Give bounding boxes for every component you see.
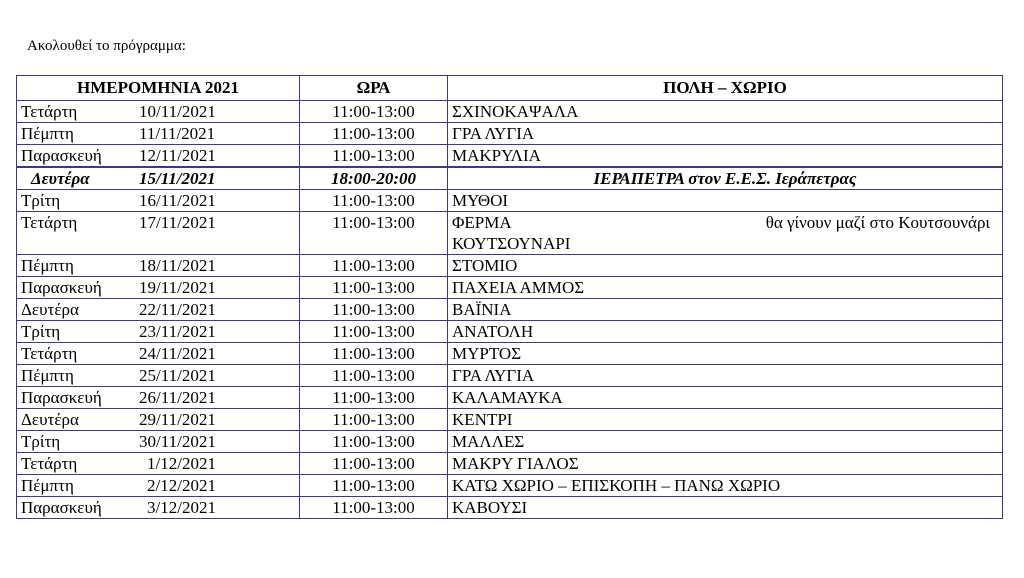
day-name: Πέμπτη [21, 256, 74, 275]
place-cell [448, 212, 1003, 255]
date-value: 18/11/2021 [139, 256, 216, 275]
table-row [17, 453, 1003, 475]
place-cell: ΒΑΪΝΙΑ [448, 299, 1003, 321]
time-cell: 11:00-13:00 [300, 190, 448, 212]
time-cell: 11:00-13:00 [300, 321, 448, 343]
table-row [17, 431, 1003, 453]
place-cell: ΚΑΤΩ ΧΩΡΙΟ – ΕΠΙΣΚΟΠΗ – ΠΑΝΩ ΧΩΡΙΟ [448, 475, 1003, 497]
date-cell [17, 255, 300, 277]
time-cell: 11:00-13:00 [300, 343, 448, 365]
date-value: 2/12/2021 [147, 476, 216, 495]
date-cell [17, 497, 300, 519]
day-name: Παρασκευή [21, 388, 102, 407]
day-name: Τρίτη [21, 322, 61, 341]
day-name: Τετάρτη [21, 344, 78, 363]
date-value: 25/11/2021 [139, 366, 216, 385]
table-row [17, 321, 1003, 343]
time-cell: 11:00-13:00 [300, 365, 448, 387]
place-cell: ΜΑΚΡΥ ΓΙΑΛΟΣ [448, 453, 1003, 475]
date-cell [17, 145, 300, 168]
day-name: Δευτέρα [21, 300, 79, 319]
table-row [17, 190, 1003, 212]
day-name: Τετάρτη [21, 213, 78, 232]
date-value: 1/12/2021 [147, 454, 216, 473]
time-cell: 11:00-13:00 [300, 475, 448, 497]
date-cell [17, 453, 300, 475]
header-date: ΗΜΕΡΟΜΗΝΙΑ 2021 [17, 76, 300, 101]
day-name: Παρασκευή [21, 146, 102, 165]
time-cell: 11:00-13:00 [300, 497, 448, 519]
date-cell [17, 343, 300, 365]
table-row [17, 387, 1003, 409]
place-cell: ΜΥΡΤΟΣ [448, 343, 1003, 365]
table-row [17, 365, 1003, 387]
date-cell [17, 431, 300, 453]
table-row [17, 277, 1003, 299]
day-name: Τετάρτη [21, 454, 78, 473]
date-cell [17, 409, 300, 431]
time-cell: 11:00-13:00 [300, 277, 448, 299]
place-cell: ΚΑΛΑΜΑΥΚΑ [448, 387, 1003, 409]
header-row [17, 76, 1003, 101]
date-cell [17, 387, 300, 409]
time-cell: 11:00-13:00 [300, 453, 448, 475]
time-cell: 11:00-13:00 [300, 255, 448, 277]
place-cell: ΚΑΒΟΥΣΙ [448, 497, 1003, 519]
table-row [17, 145, 1003, 168]
time-cell: 11:00-13:00 [300, 145, 448, 168]
place-cell: ΚΕΝΤΡΙ [448, 409, 1003, 431]
place-cell: ΑΝΑΤΟΛΗ [448, 321, 1003, 343]
date-value: 3/12/2021 [147, 498, 216, 517]
date-value: 12/11/2021 [139, 146, 216, 165]
time-cell: 11:00-13:00 [300, 212, 448, 255]
day-name: Πέμπτη [21, 366, 74, 385]
day-name: Παρασκευή [21, 498, 102, 517]
date-cell [17, 475, 300, 497]
table-row [17, 255, 1003, 277]
date-value: 17/11/2021 [139, 213, 216, 232]
place-cell: ΙΕΡΑΠΕΤΡΑ στον Ε.Ε.Σ. Ιεράπετρας [448, 167, 1003, 190]
time-cell: 18:00-20:00 [300, 167, 448, 190]
date-value: 19/11/2021 [139, 278, 216, 297]
date-value: 30/11/2021 [139, 432, 216, 451]
table-row [17, 299, 1003, 321]
time-cell: 11:00-13:00 [300, 123, 448, 145]
date-value: 29/11/2021 [139, 410, 216, 429]
place-cell: ΜΑΚΡΥΛΙΑ [448, 145, 1003, 168]
date-value: 16/11/2021 [139, 191, 216, 210]
day-name: Τετάρτη [21, 102, 78, 121]
date-cell [17, 190, 300, 212]
place-cell: ΠΑΧΕΙΑ ΑΜΜΟΣ [448, 277, 1003, 299]
table-row [17, 123, 1003, 145]
header-time: ΩΡΑ [300, 76, 448, 101]
time-cell: 11:00-13:00 [300, 387, 448, 409]
schedule-table [16, 75, 1003, 519]
date-cell [17, 365, 300, 387]
day-name: Δευτέρα [31, 169, 90, 188]
place-name: ΦΕΡΜΑ [452, 213, 512, 232]
place-cell: ΜΑΛΛΕΣ [448, 431, 1003, 453]
day-name: Πέμπτη [21, 124, 74, 143]
place-cell: ΜΥΘΟΙ [448, 190, 1003, 212]
place-cell: ΣΧΙΝΟΚΑΨΑΛΑ [448, 101, 1003, 123]
date-cell [17, 167, 300, 190]
time-cell: 11:00-13:00 [300, 431, 448, 453]
time-cell: 11:00-13:00 [300, 409, 448, 431]
date-cell [17, 123, 300, 145]
table-row-highlighted [17, 167, 1003, 190]
table-row [17, 101, 1003, 123]
place-cell: ΓΡΑ ΛΥΓΙΑ [448, 123, 1003, 145]
table-row [17, 343, 1003, 365]
date-value: 15/11/2021 [139, 169, 216, 188]
place-name-line2: ΚΟΥΤΣΟΥΝΑΡΙ [452, 234, 571, 253]
table-row [17, 475, 1003, 497]
date-value: 11/11/2021 [139, 124, 216, 143]
date-value: 24/11/2021 [139, 344, 216, 363]
day-name: Δευτέρα [21, 410, 79, 429]
place-cell: ΓΡΑ ΛΥΓΙΑ [448, 365, 1003, 387]
date-value: 22/11/2021 [139, 300, 216, 319]
place-cell: ΣΤΟΜΙΟ [448, 255, 1003, 277]
date-cell [17, 321, 300, 343]
time-cell: 11:00-13:00 [300, 299, 448, 321]
table-row [17, 409, 1003, 431]
day-name: Πέμπτη [21, 476, 74, 495]
table-row [17, 497, 1003, 519]
day-name: Παρασκευή [21, 278, 102, 297]
date-value: 26/11/2021 [139, 388, 216, 407]
day-name: Τρίτη [21, 432, 61, 451]
day-name: Τρίτη [21, 191, 61, 210]
date-cell [17, 277, 300, 299]
place-note: θα γίνουν μαζί στο Κουτσουνάρι [765, 213, 990, 232]
date-cell [17, 212, 300, 255]
date-value: 10/11/2021 [139, 102, 216, 121]
date-value: 23/11/2021 [139, 322, 216, 341]
date-cell [17, 299, 300, 321]
time-cell: 11:00-13:00 [300, 101, 448, 123]
table-row [17, 212, 1003, 255]
intro-text: Ακολουθεί το πρόγραμμα: [27, 38, 186, 54]
header-place: ΠΟΛΗ – ΧΩΡΙΟ [448, 76, 1003, 101]
date-cell [17, 101, 300, 123]
